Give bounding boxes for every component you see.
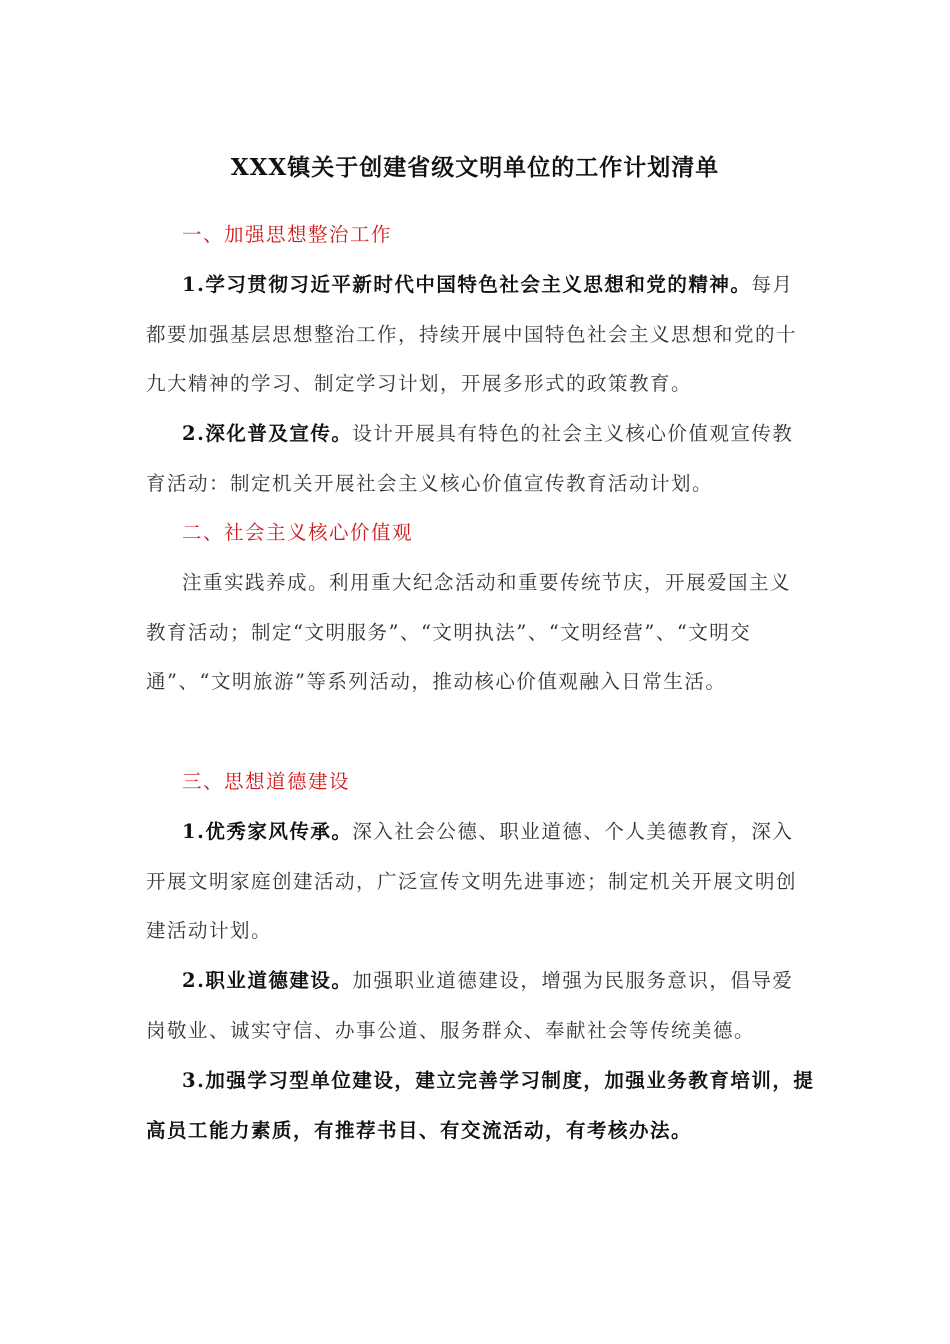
paragraph-body: 每月都要加强基层思想整治工作，持续开展中国特色社会主义思想和党的十九大精神的学习、制定学习计划，开展多形式的政策教育。 bbox=[146, 273, 798, 396]
section-heading-2: 二、社会主义核心价值观 bbox=[182, 521, 414, 544]
paragraph-lead: 2.职业道德建设。 bbox=[182, 969, 353, 992]
section-heading-3: 三、思想道德建设 bbox=[182, 770, 351, 793]
paragraph-lead: 1.优秀家风传承。 bbox=[182, 820, 353, 843]
document-title: XXX镇关于创建省级文明单位的工作计划清单 bbox=[230, 154, 720, 181]
paragraph-body: 加强职业道德建设，增强为民服务意识，倡导爱岗敬业、诚实守信、办事公道、服务群众、奉献社会等传统美德。 bbox=[146, 969, 794, 1042]
paragraph-2-1 bbox=[146, 558, 806, 707]
paragraph-3-1 bbox=[146, 807, 806, 956]
paragraph-body: 注重实践养成。利用重大纪念活动和重要传统节庆，开展爱国主义教育活动；制定“文明服务”、“文明执法”、“文明经营”、“文明交通”、“文明旅游”等系列活动，推动核心价值观融入日常生活。 bbox=[146, 571, 792, 694]
paragraph-1-2 bbox=[146, 409, 806, 508]
paragraph-lead: 2.深化普及宣传。 bbox=[182, 422, 353, 445]
paragraph-body: 深入社会公德、职业道德、个人美德教育，深入开展文明家庭创建活动，广泛宣传文明先进事迹；制定机关开展文明创建活动计划。 bbox=[146, 820, 798, 943]
paragraph-1-1 bbox=[146, 260, 806, 409]
paragraph-lead: 3.加强学习型单位建设，建立完善学习制度，加强业务教育培训，提高员工能力素质，有推荐书目、有交流活动，有考核办法。 bbox=[146, 1069, 815, 1142]
paragraph-3-2 bbox=[146, 956, 806, 1055]
paragraph-body: 设计开展具有特色的社会主义核心价值观宣传教育活动：制定机关开展社会主义核心价值宣传教育活动计划。 bbox=[146, 422, 794, 495]
paragraph-3-3 bbox=[146, 1056, 818, 1155]
section-heading-1: 一、加强思想整治工作 bbox=[182, 223, 393, 246]
paragraph-lead: 1.学习贯彻习近平新时代中国特色社会主义思想和党的精神。 bbox=[182, 273, 752, 296]
